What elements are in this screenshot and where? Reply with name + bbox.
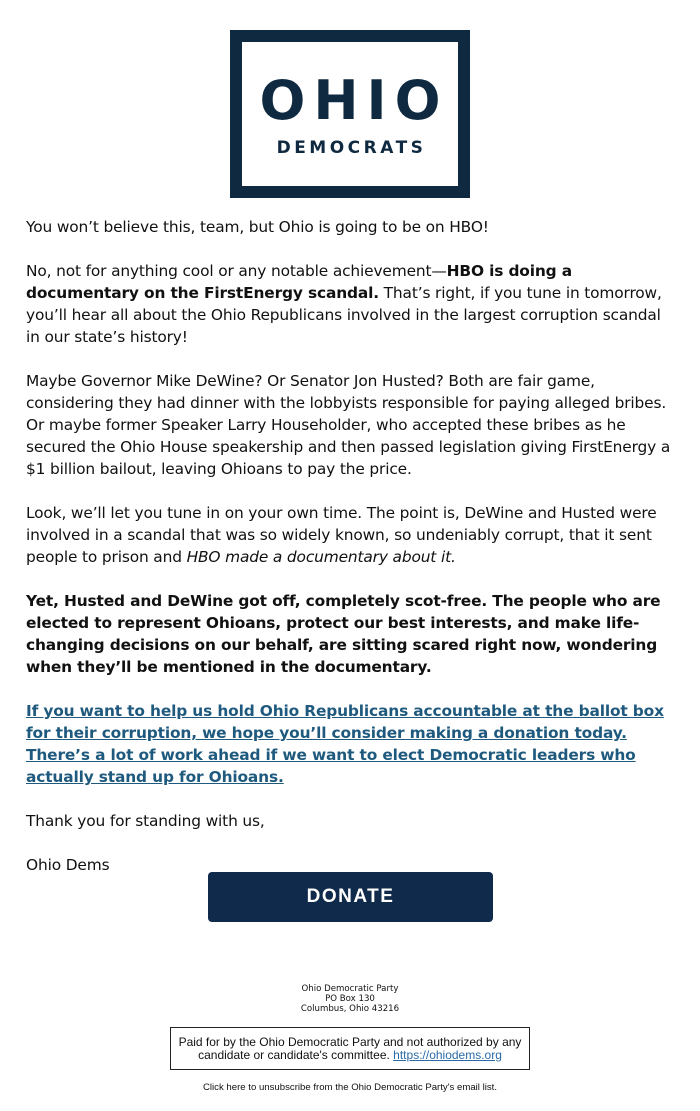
- paragraph-hbo-bold: HBO is doing a documentary on the FirstEnergy scandal.: [26, 262, 572, 302]
- paragraph-intro: You won’t believe this, team, but Ohio is going to be on HBO!: [26, 218, 489, 236]
- disclaimer-text: Paid for by the Ohio Democratic Party and not authorized by any candidate or candidate's committee.: [178, 1035, 522, 1062]
- paragraph-scot-free: [26, 590, 676, 678]
- logo-ohio-text: OHIO: [259, 69, 449, 132]
- paid-for-disclaimer: [170, 1027, 530, 1070]
- paragraph-officials: Maybe Governor Mike DeWine? Or Senator Jon Husted? Both are fair game, considering they had dinner with the lobbyists responsible for paying alleged bribes. Or maybe former Speaker Larry Householder, who accepted these bribes as he secured the Ohio House speakership and then passed legislation giving FirstEnergy a $1 billion bailout, leaving Ohioans to pay the price.: [26, 372, 671, 478]
- mailing-address: [0, 984, 700, 1014]
- logo-democrats-text: DEMOCRATS: [276, 138, 427, 158]
- address-po-box: PO Box 130: [325, 994, 375, 1004]
- address-city: Columbus, Ohio 43216: [300, 1004, 400, 1014]
- signature: Ohio Dems: [26, 856, 110, 874]
- paragraph-documentary-italic: HBO made a documentary about it.: [186, 548, 456, 566]
- paragraph-hbo-start: No, not for anything cool or any notable achievement—: [26, 262, 447, 280]
- donate-button[interactable]: DONATE: [208, 872, 493, 922]
- paragraph-documentary-start: Look, we’ll let you tune in on your own time. The point is, DeWine and Husted were involved in a scandal that was so widely known, so undeniably corrupt, that it sent people to prison and: [26, 504, 657, 566]
- paragraph-hbo: [26, 260, 676, 348]
- disclaimer-website-link[interactable]: https://ohiodems.org: [393, 1048, 502, 1062]
- address-org: Ohio Democratic Party: [301, 984, 399, 994]
- paragraph-hbo-end: That’s right, if you tune in tomorrow, you’ll hear all about the Ohio Republicans involved in the largest corruption scandal in our state’s history!: [26, 284, 662, 346]
- ohio-democrats-logo: [230, 30, 470, 198]
- paragraph-scot-free-bold: Yet, Husted and DeWine got off, completely scot-free. The people who are elected to represent Ohioans, protect our best interests, and make life-changing decisions on our behalf, are sitting scared right now, wondering when they’ll be mentioned in the documentary.: [26, 592, 661, 676]
- paragraph-documentary: [26, 502, 676, 568]
- unsubscribe-link[interactable]: Click here to unsubscribe from the Ohio Democratic Party's email list.: [202, 1082, 497, 1093]
- donation-link[interactable]: If you want to help us hold Ohio Republicans accountable at the ballot box for their corruption, we hope you’ll consider making a donation today. There’s a lot of work ahead if we want to elect Democratic leaders who actually stand up for Ohioans.: [26, 702, 664, 786]
- paragraph-donation-link: [26, 700, 676, 788]
- closing-line: Thank you for standing with us,: [26, 812, 265, 830]
- email-body: [26, 216, 676, 876]
